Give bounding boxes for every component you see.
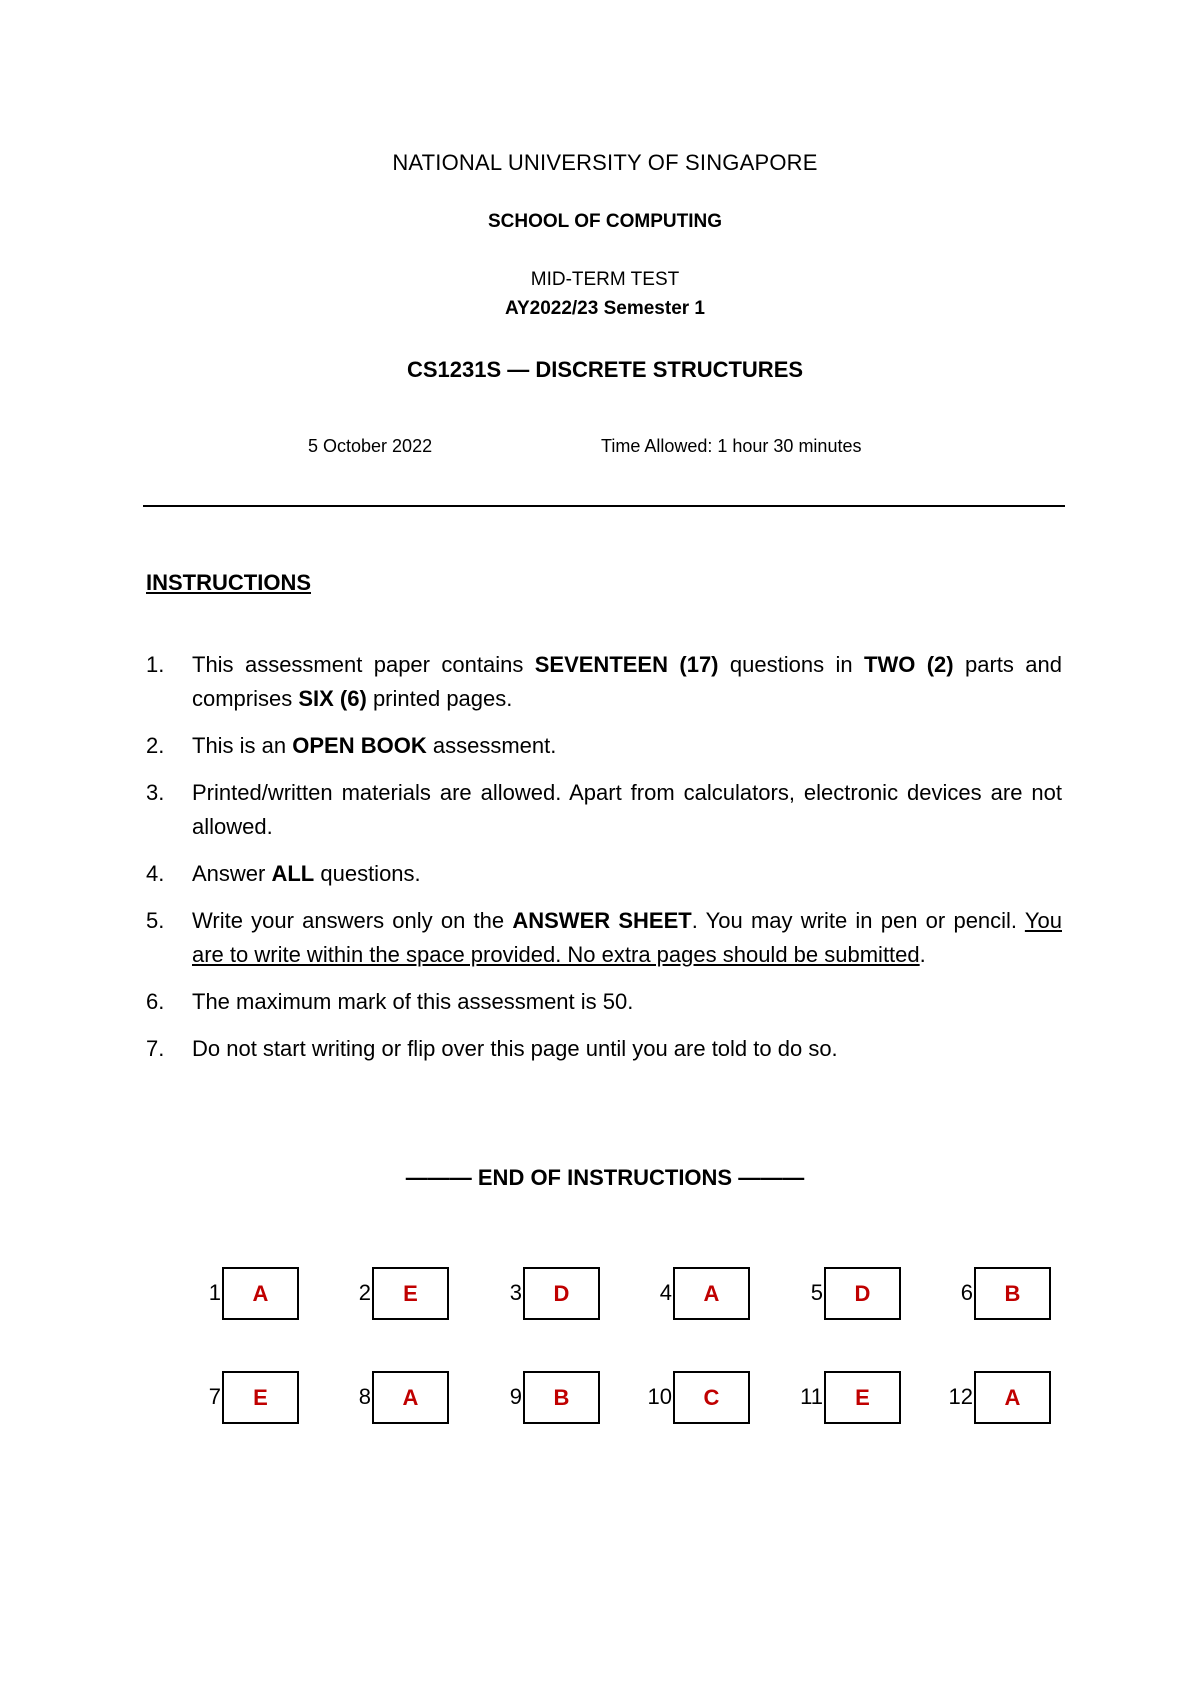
course-title: CS1231S — DISCRETE STRUCTURES xyxy=(406,357,804,382)
answer-box: E xyxy=(824,1371,901,1424)
question-number: 2 xyxy=(358,1280,371,1305)
instruction-item-7: 7. Do not start writing or flip over this page until you are told to do so. xyxy=(146,1036,838,1061)
answer-cell xyxy=(485,1267,600,1321)
question-number: 4 xyxy=(659,1280,672,1305)
answer-box: B xyxy=(523,1371,600,1424)
answer-cell xyxy=(936,1371,1051,1425)
question-number: 6 xyxy=(960,1280,973,1305)
answer-box: D xyxy=(824,1267,901,1320)
question-number: 10 xyxy=(647,1384,672,1409)
answer-cell xyxy=(334,1371,449,1425)
semester: AY2022/23 Semester 1 xyxy=(504,298,705,319)
answer-cell xyxy=(184,1267,299,1321)
question-number: 1 xyxy=(208,1280,221,1305)
instruction-item-1: 1. This assessment paper contains SEVENTEEN (17) questions in TWO (2) parts and comprises SIX (6) printed pages. xyxy=(146,652,1063,711)
question-number: 7 xyxy=(208,1384,221,1409)
university-name: NATIONAL UNIVERSITY OF SINGAPORE xyxy=(392,150,818,175)
time-allowed: Time Allowed: 1 hour 30 minutes xyxy=(601,436,862,456)
instruction-item-3: 3. Printed/written materials are allowed. Apart from calculators, electronic devices are not allowed. xyxy=(146,780,1062,839)
test-type: MID-TERM TEST xyxy=(530,269,680,290)
question-number: 11 xyxy=(800,1384,823,1409)
answer-box: B xyxy=(974,1267,1051,1320)
question-number: 8 xyxy=(358,1384,371,1409)
answer-box: A xyxy=(673,1267,750,1320)
answer-cell xyxy=(786,1371,901,1425)
answer-cell xyxy=(184,1371,299,1425)
answer-cell xyxy=(635,1267,750,1321)
answer-box: D xyxy=(523,1267,600,1320)
answer-box: A xyxy=(222,1267,299,1320)
exam-date: 5 October 2022 xyxy=(308,436,433,456)
answer-cell xyxy=(485,1371,600,1425)
instruction-item-5: 5. Write your answers only on the ANSWER SHEET. You may write in pen or pencil. You are to write within the space provided. No extra pages should be submitted. xyxy=(146,908,1062,967)
school-name: SCHOOL OF COMPUTING xyxy=(488,211,722,232)
instruction-item-2: 2. This is an OPEN BOOK assessment. xyxy=(146,733,557,758)
answer-box: E xyxy=(222,1371,299,1424)
instructions-heading: INSTRUCTIONS xyxy=(146,570,311,595)
instruction-item-4: 4. Answer ALL questions. xyxy=(146,861,421,886)
answer-box: A xyxy=(372,1371,449,1424)
instruction-item-6: 6. The maximum mark of this assessment is 50. xyxy=(146,989,634,1014)
end-of-instructions: ——— END OF INSTRUCTIONS ——— xyxy=(405,1165,805,1190)
answer-box: C xyxy=(673,1371,750,1424)
question-number: 12 xyxy=(948,1384,973,1409)
answer-cell xyxy=(936,1267,1051,1321)
answer-box: E xyxy=(372,1267,449,1320)
answer-cell xyxy=(334,1267,449,1321)
question-number: 3 xyxy=(509,1280,522,1305)
answer-cell xyxy=(635,1371,750,1425)
answer-cell xyxy=(786,1267,901,1321)
question-number: 5 xyxy=(810,1280,823,1305)
answer-box: A xyxy=(974,1371,1051,1424)
question-number: 9 xyxy=(509,1384,522,1409)
